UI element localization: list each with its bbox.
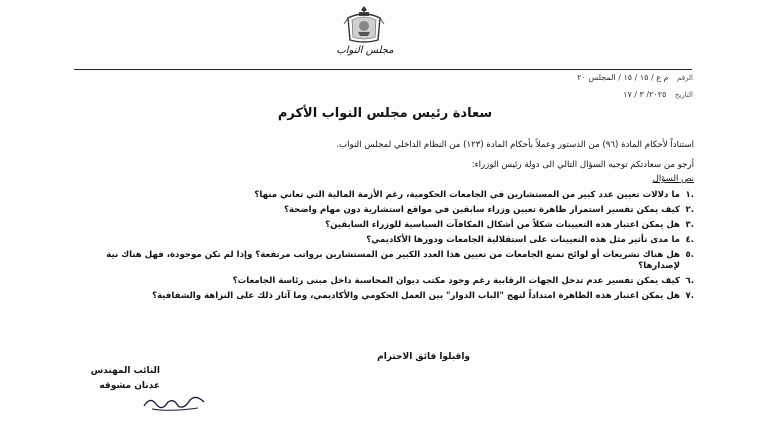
reference-number [577,73,693,82]
question-text: هل يمكن اعتبار هذه الظاهرة امتداداً لنهج "الباب الدوار" بين العمل الحكومي والأكاديمي، وما آثار ذلك على النزاهة والشفافية؟ [152,291,680,301]
letter-date [623,90,693,99]
question-item [84,276,694,288]
question-item [84,234,694,247]
question-item [84,291,694,303]
questions-heading: نص السؤال [652,174,694,184]
reference-label: الرقم [677,74,693,82]
question-text: كيف يمكن تفسير عدم تدخل الجهات الرقابية رغم وجود مكتب ديوان المحاسبة داخل مبنى رئاسة الجامعات؟ [232,276,680,286]
intro-paragraph: استناداً لأحكام المادة (٩٦) من الدستور وعملاً بأحكام المادة (١٢٣) من النظام الداخلي لمجلس النواب. [336,140,694,150]
date-label: التاريخ [674,91,693,99]
question-text: كيف يمكن تفسير استمرار ظاهرة تعيين وزراء سابقين في مواقع استشارية دون مهام واضحة؟ [283,204,680,215]
letter-body [84,140,694,306]
question-text: هل يمكن اعتبار هذه التعيينات شكلاً من أشكال المكافآت السياسية للوزراء السابقين؟ [325,219,680,230]
question-number: .٧ [685,291,694,301]
question-number: .٣ [685,219,694,230]
question-number: .٢ [685,204,694,215]
question-item [84,249,694,273]
question-item [84,219,694,232]
question-item [84,189,694,202]
signatory-name: عدنان مشوقه [99,381,160,391]
question-text: ما دلالات تعيين عدد كبير من المستشارين في الجامعات الحكومية، رغم الأزمة المالية التي تعاني منها؟ [254,189,680,200]
signatory-title: النائب المهندس [90,366,160,376]
handwritten-signature [140,390,210,414]
questions-list [84,190,694,303]
question-text: هل هناك تشريعات أو لوائح تمنع الجامعات من تعيين هذا العدد الكبير من المستشارين برواتب مرتفعة؟ وإذا لم تكن موجودة، فهل هناك نية لإصدارها؟ [106,249,680,271]
question-text: ما مدى تأثير مثل هذه التعيينات على استقلالية الجامعات ودورها الأكاديمي؟ [366,234,680,245]
letter-title: سعادة رئيس مجلس النواب الأكرم [277,106,493,121]
question-number: .١ [685,189,694,200]
closing-line: واقبلوا فائق الاحترام [377,352,470,362]
reference-value: م ع / ١٥ / ١٥ / المجلس ٢٠ [577,73,669,82]
coat-of-arms-emblem [340,4,388,44]
request-paragraph: أرجو من سعادتكم توجيه السؤال التالي الى دولة رئيس الوزراء: [471,159,694,170]
question-number: .٦ [685,276,694,286]
header-divider [74,69,692,70]
date-value: ٢٠٢٥/ ٣ / ١٧ [623,90,667,99]
org-name: مجلس النواب [336,45,394,56]
question-number: .٤ [685,234,694,245]
question-item [84,204,694,217]
question-number: .٥ [685,249,694,260]
